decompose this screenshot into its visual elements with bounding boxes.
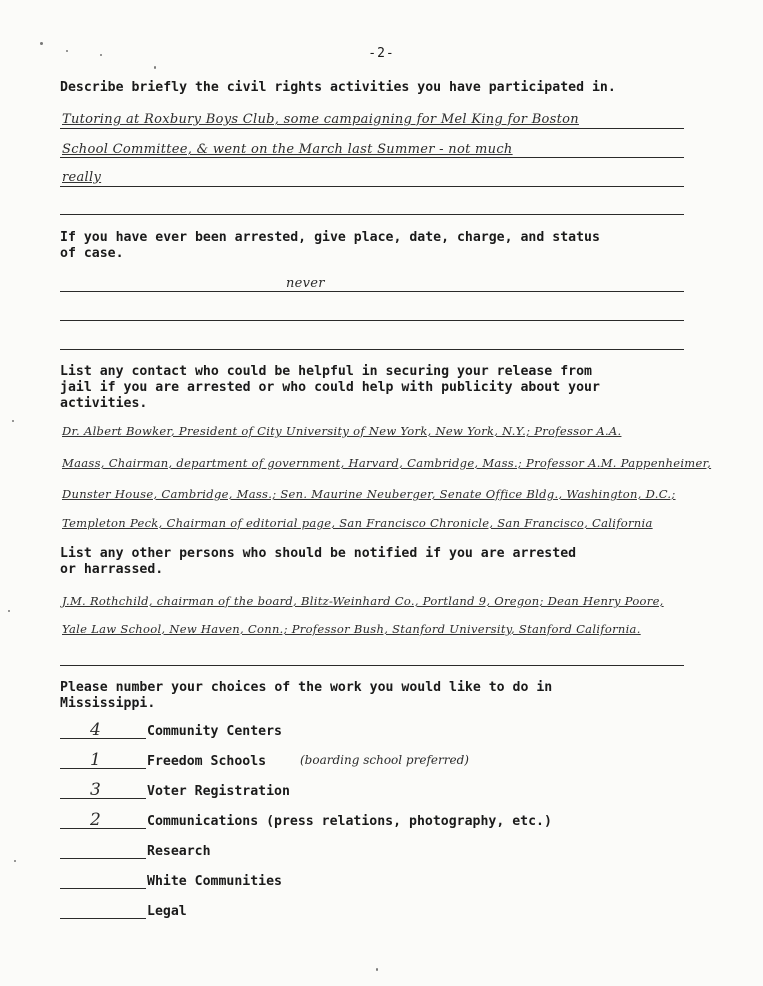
choice-legal xyxy=(60,904,660,924)
q1-answer-line-1: Tutoring at Roxbury Boys Club, some campaigning for Mel King for Boston xyxy=(62,112,579,127)
page-number: -2- xyxy=(368,46,395,61)
scan-speck xyxy=(154,66,156,69)
scan-speck xyxy=(8,610,10,612)
q2-label: If you have ever been arrested, give place, date, charge, and status of case. xyxy=(60,230,600,261)
scan-speck xyxy=(376,968,378,971)
choice-blank[interactable] xyxy=(60,888,146,889)
choice-label: Freedom Schools xyxy=(147,754,267,769)
q1-answer-line-2: School Committee, & went on the March last Summer - not much xyxy=(62,142,513,157)
choice-community-centers xyxy=(60,720,660,744)
choice-communications xyxy=(60,810,660,834)
q3-answer-line-1: Dr. Albert Bowker, President of City University of New York, New York, N.Y.; Professor A.A. xyxy=(62,424,622,438)
q4-answer-line-2: Yale Law School, New Haven, Conn.; Professor Bush, Stanford University, Stanford California. xyxy=(62,622,641,636)
choice-research xyxy=(60,844,660,864)
choice-rank: 3 xyxy=(90,780,101,800)
q1-label: Describe briefly the civil rights activities you have participated in. xyxy=(60,80,616,95)
q3-label: List any contact who could be helpful in securing your release from jail if you are arrested or who could help with publicity about your activities. xyxy=(60,364,600,411)
choice-label: Communications (press relations, photography, etc.) xyxy=(147,814,552,829)
answer-rule xyxy=(60,665,684,666)
choice-blank[interactable] xyxy=(60,858,146,859)
choice-voter-registration xyxy=(60,780,660,804)
choice-rank: 4 xyxy=(90,720,101,740)
scan-speck xyxy=(12,420,14,422)
choice-white-communities xyxy=(60,874,660,894)
choice-rank: 2 xyxy=(90,810,101,830)
choice-label: Legal xyxy=(147,904,187,919)
choice-label: Community Centers xyxy=(147,724,282,739)
q3-answer-line-2: Maass, Chairman, department of government, Harvard, Cambridge, Mass.; Professor A.M. Pappenheimer, xyxy=(62,456,712,470)
q2-answer: never xyxy=(286,276,325,291)
q1-answer-line-3: really xyxy=(62,170,102,185)
answer-rule xyxy=(60,186,684,187)
answer-rule xyxy=(60,128,684,129)
q4-answer-line-1: J.M. Rothchild, chairman of the board, Blitz-Weinhard Co., Portland 9, Oregon; Dean Henry Poore, xyxy=(62,594,664,608)
q3-answer-line-4: Templeton Peck, Chairman of editorial page, San Francisco Chronicle, San Francisco, California xyxy=(62,516,653,530)
choice-label: White Communities xyxy=(147,874,282,889)
scan-speck xyxy=(40,42,43,45)
choice-label: Research xyxy=(147,844,211,859)
answer-rule xyxy=(60,349,684,350)
q5-label: Please number your choices of the work you would like to do in Mississippi. xyxy=(60,680,553,711)
scan-speck xyxy=(14,860,16,862)
answer-rule xyxy=(60,214,684,215)
q4-label: List any other persons who should be notified if you are arrested or harrassed. xyxy=(60,546,577,577)
choice-blank[interactable] xyxy=(60,918,146,919)
answer-rule xyxy=(60,291,684,292)
choice-note: (boarding school preferred) xyxy=(300,753,469,767)
choice-rank: 1 xyxy=(90,750,101,770)
choice-label: Voter Registration xyxy=(147,784,290,799)
answer-rule xyxy=(60,320,684,321)
answer-rule xyxy=(60,157,684,158)
choice-freedom-schools xyxy=(60,750,660,774)
q3-answer-line-3: Dunster House, Cambridge, Mass.; Sen. Maurine Neuberger, Senate Office Bldg., Washington, D.C.; xyxy=(62,487,676,501)
